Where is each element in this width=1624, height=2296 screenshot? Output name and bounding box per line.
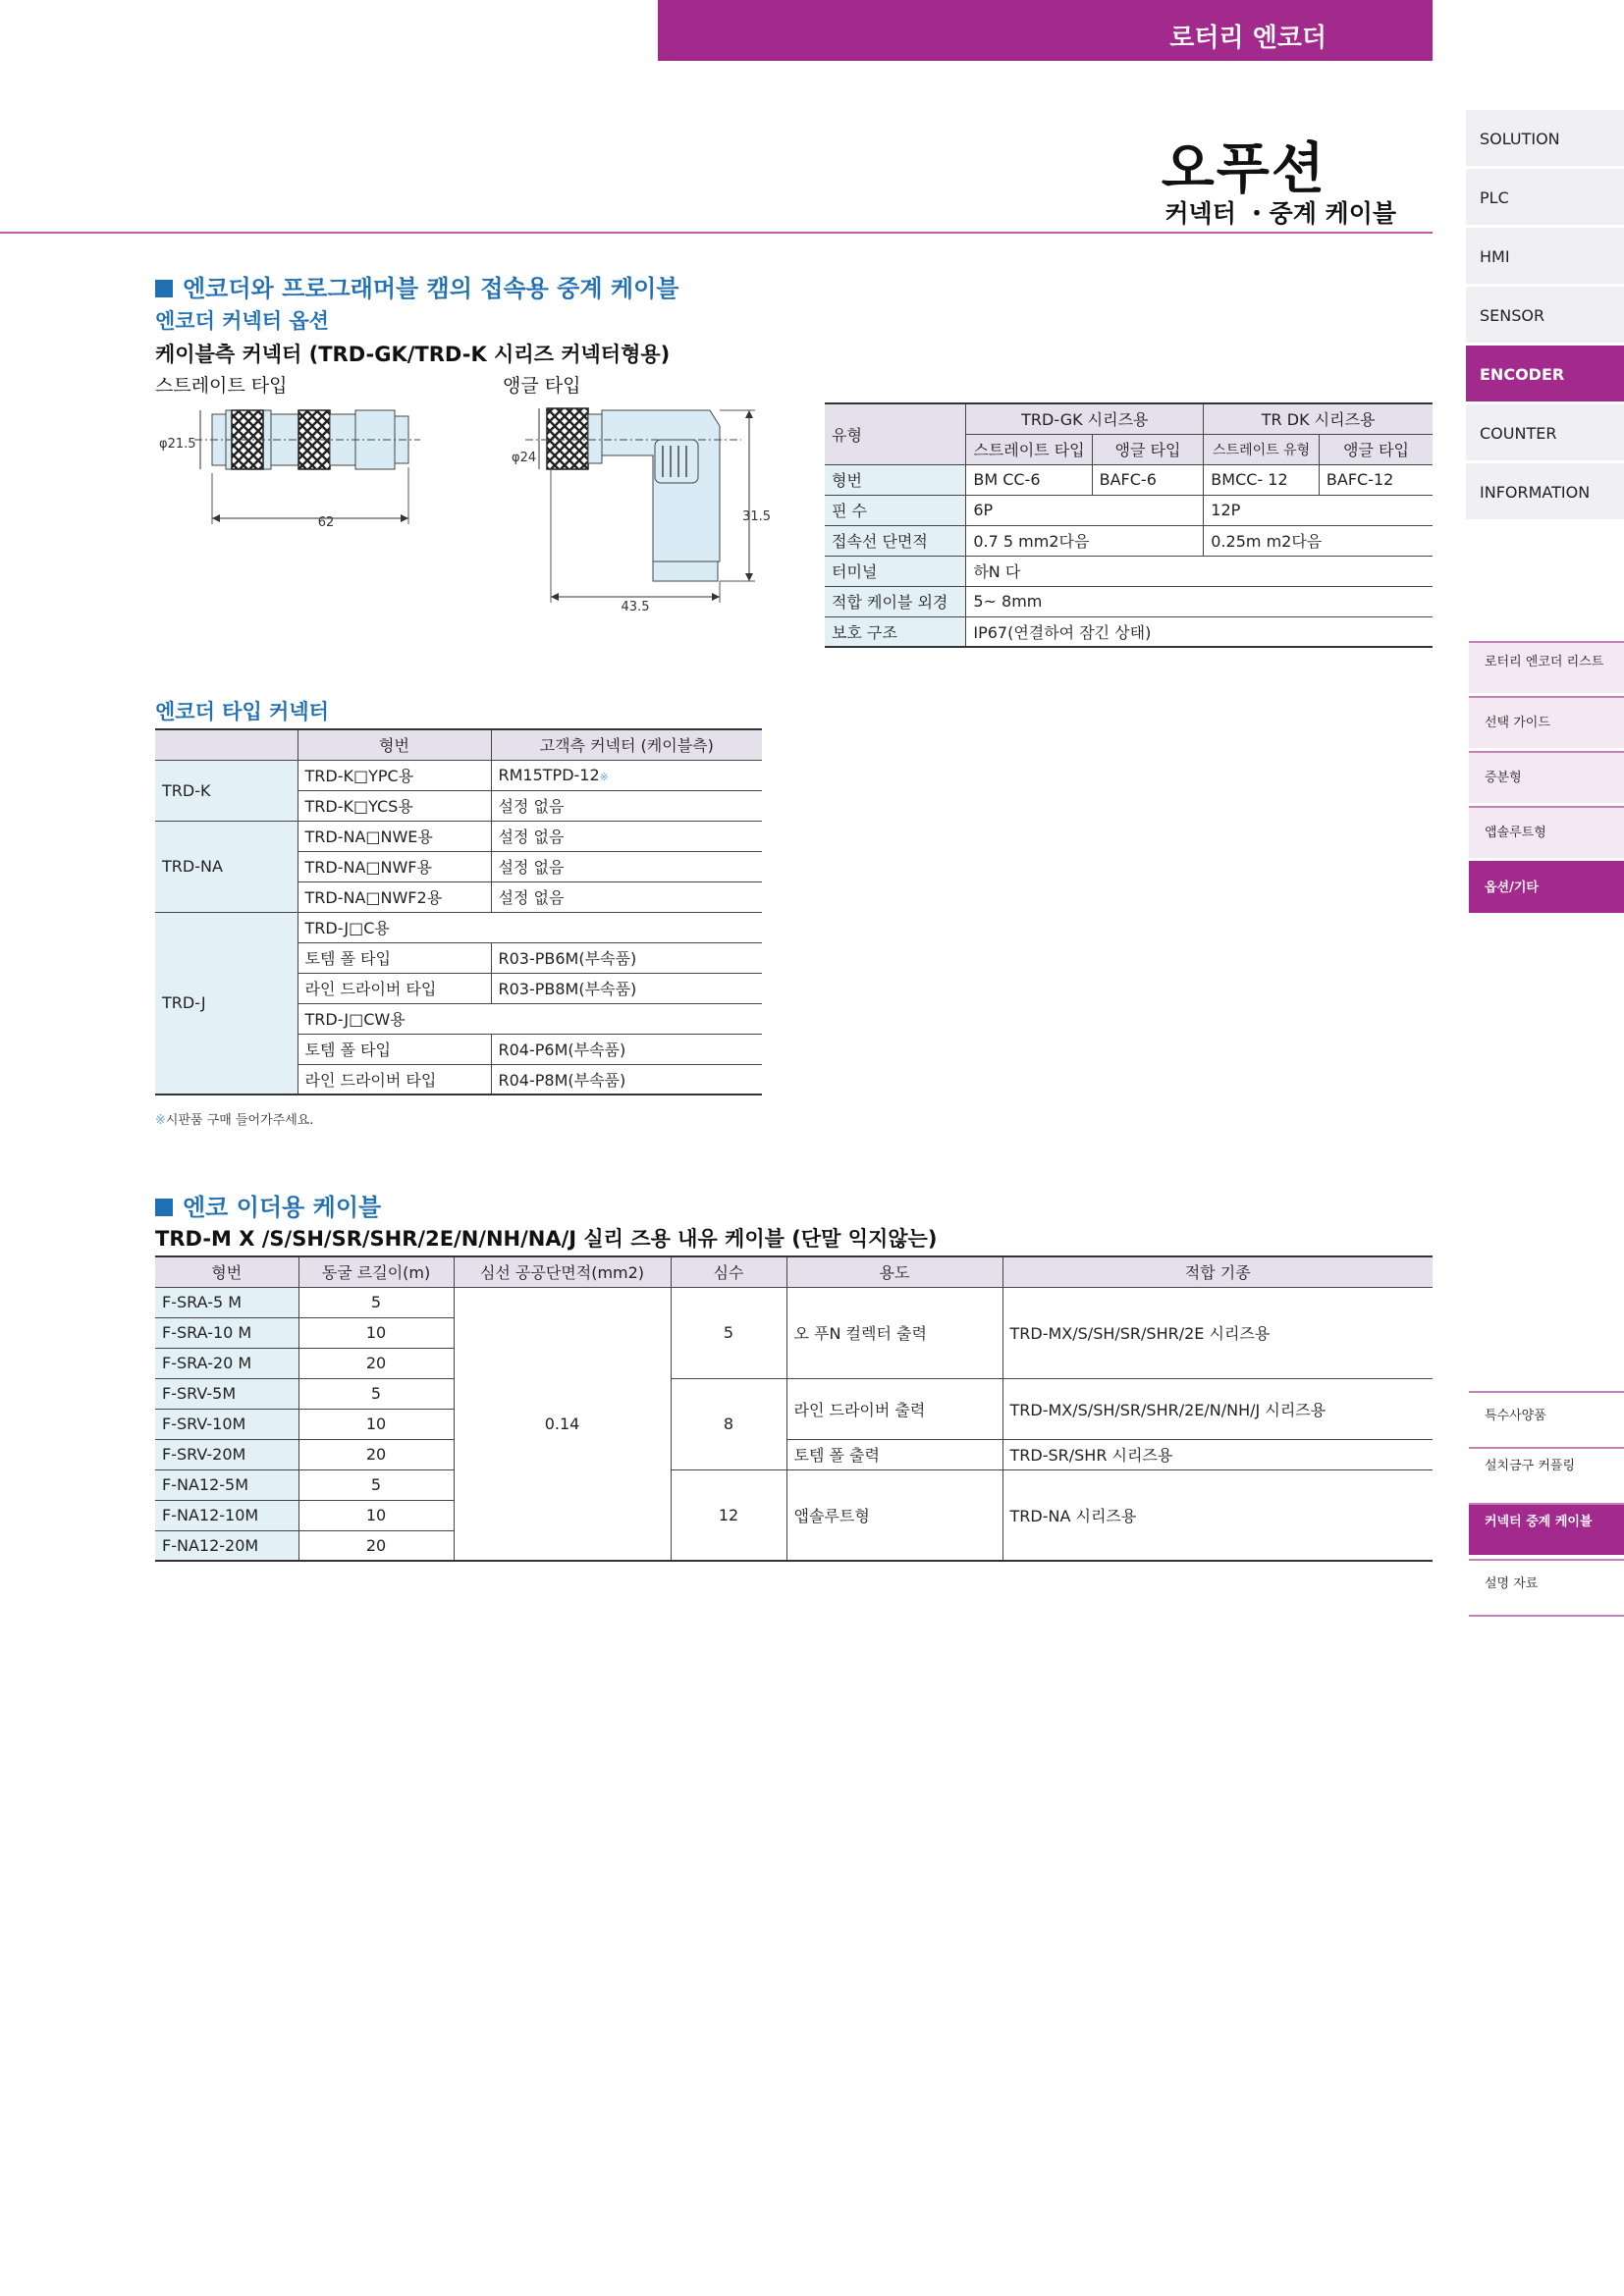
cable-use: 오 푸N 컬렉터 출력: [786, 1287, 1002, 1378]
subnav-item-incremental[interactable]: 증분형: [1469, 751, 1624, 803]
spec-gk-header: TRD-GK 시리즈용: [966, 403, 1204, 434]
spec-cell: 0.7 5 mm2다음: [966, 525, 1204, 556]
cable-model: F-NA12-5M: [155, 1469, 298, 1500]
connector-spec-table: [825, 402, 1433, 648]
straight-connector-drawing: [155, 397, 469, 534]
spec-row-label: 적합 케이블 외경: [825, 586, 966, 616]
cable-length: 5: [298, 1287, 454, 1317]
spec-row-wire-area: [825, 525, 1433, 556]
nav-item-hmi[interactable]: HMI: [1466, 228, 1624, 284]
enc-customer: 설정 없음: [491, 821, 762, 851]
cable-cores: 5: [671, 1287, 786, 1378]
spec-row-label: 접속선 단면적: [825, 525, 966, 556]
section2-heading-text: 엔코 이더용 케이블: [183, 1194, 382, 1221]
straight-diameter-dim: φ21.5: [159, 437, 196, 452]
subnav-item-absolute[interactable]: 앱솔루트형: [1469, 806, 1624, 858]
spec-row-label: 형번: [825, 464, 966, 495]
enc-customer-cell: [491, 760, 762, 790]
cable-model: F-NA12-10M: [155, 1500, 298, 1530]
spec-cell: 6P: [966, 495, 1204, 525]
cable-model: F-SRA-5 M: [155, 1287, 298, 1317]
note-mark: ※: [155, 1113, 166, 1128]
cable-header: 동굴 르길이(m): [298, 1256, 454, 1287]
spec-cell: 5~ 8mm: [966, 586, 1433, 616]
straight-length-dim: 62: [317, 515, 335, 530]
spec-row-protection: [825, 616, 1433, 647]
spec-cell: BAFC-6: [1092, 464, 1204, 495]
enc-customer: RM15TPD-12: [498, 766, 600, 784]
cable-use: 앱솔루트형: [786, 1469, 1002, 1561]
enc-customer: 설정 없음: [491, 790, 762, 821]
spec-sub-header: 앵글 타입: [1092, 434, 1204, 464]
spec-row-cable-od: [825, 586, 1433, 616]
spec-row-label: 보호 구조: [825, 616, 966, 647]
angle-diameter-dim: φ24: [512, 451, 537, 465]
section1-heading-text: 엔코더와 프로그래머블 캠의 접속용 중계 케이블: [183, 275, 679, 302]
spec-row-pins: [825, 495, 1433, 525]
cable-model: F-SRV-20M: [155, 1439, 298, 1469]
nav-item-encoder[interactable]: ENCODER: [1466, 346, 1624, 401]
square-bullet-icon: [155, 280, 173, 297]
enc-model: 토템 폴 타입: [298, 1034, 491, 1064]
cable-length: 20: [298, 1439, 454, 1469]
enc-header-blank: [155, 729, 298, 760]
spec-cell: 0.25m m2다음: [1204, 525, 1433, 556]
spec-row-model: [825, 464, 1433, 495]
spec-cell: 하N 다: [966, 556, 1433, 586]
subnav-item-options[interactable]: 옵션/기타: [1469, 861, 1624, 913]
nav-item-sensor[interactable]: SENSOR: [1466, 287, 1624, 343]
cable-fit: TRD-MX/S/SH/SR/SHR/2E 시리즈용: [1002, 1287, 1433, 1378]
cable-header: 용도: [786, 1256, 1002, 1287]
table-row: [155, 1287, 1433, 1317]
subnav2-item-mounting[interactable]: 설치금구 커플링: [1469, 1447, 1624, 1499]
cable-cores: 12: [671, 1469, 786, 1561]
spec-row-label: 터미널: [825, 556, 966, 586]
enc-group-label: TRD-NA: [155, 821, 298, 912]
cable-header: 형번: [155, 1256, 298, 1287]
cable-fit: TRD-NA 시리즈용: [1002, 1469, 1433, 1561]
enc-model: TRD-NA□NWE용: [298, 821, 491, 851]
subnav-item-guide[interactable]: 선택 가이드: [1469, 696, 1624, 748]
spec-row-terminal: [825, 556, 1433, 586]
angle-width-dim: 43.5: [621, 600, 650, 613]
subnav-item-list[interactable]: 로터리 엔코더 리스트: [1469, 641, 1624, 693]
section1-heading: [155, 269, 678, 303]
spec-sub-header: 스트레이트 유형: [1204, 434, 1320, 464]
table-row: [155, 1439, 1433, 1469]
angle-type-label: 앵글 타입: [503, 375, 581, 397]
enc-header-customer: 고객측 커넥터 (케이블측): [491, 729, 762, 760]
enc-header-model: 형번: [298, 729, 491, 760]
spec-dk-header: TR DK 시리즈용: [1204, 403, 1433, 434]
connector-heading: 케이블측 커넥터 (TRD-GK/TRD-K 시리즈 커넥터형용): [155, 343, 671, 366]
angle-height-dim: 31.5: [742, 509, 771, 524]
enc-model: TRD-NA□NWF2용: [298, 881, 491, 912]
cable-header: 심수: [671, 1256, 786, 1287]
subnav2-item-manual[interactable]: 설명 자료: [1469, 1559, 1624, 1611]
enc-model: TRD-J□C용: [298, 912, 762, 942]
options-subnav: [1469, 1391, 1624, 1617]
cable-model: F-SRV-5M: [155, 1378, 298, 1409]
sub-nav: [1469, 641, 1624, 916]
enc-customer: R03-PB8M(부속품): [491, 973, 762, 1003]
header-divider: [0, 232, 1433, 234]
spec-sub-header: 스트레이트 타입: [966, 434, 1092, 464]
enc-customer: 설정 없음: [491, 851, 762, 881]
nav-item-counter[interactable]: COUNTER: [1466, 404, 1624, 460]
table-row: [155, 821, 762, 851]
nav-item-solution[interactable]: SOLUTION: [1466, 110, 1624, 166]
enc-customer: R04-P8M(부속품): [491, 1064, 762, 1095]
cable-use: 토템 폴 출력: [786, 1439, 1002, 1469]
cable-length: 10: [298, 1500, 454, 1530]
enc-group-label: TRD-K: [155, 760, 298, 821]
nav-item-information[interactable]: INFORMATION: [1466, 463, 1624, 519]
spec-cell: 12P: [1204, 495, 1433, 525]
spec-cell: BM CC-6: [966, 464, 1092, 495]
cable-area: 0.14: [454, 1287, 671, 1561]
cable-length: 20: [298, 1348, 454, 1378]
cable-model: F-SRV-10M: [155, 1409, 298, 1439]
cable-header: 심선 공공단면적(mm2): [454, 1256, 671, 1287]
enc-customer: R04-P6M(부속품): [491, 1034, 762, 1064]
cable-use: 라인 드라이버 출력: [786, 1378, 1002, 1439]
cable-model: F-SRA-10 M: [155, 1317, 298, 1348]
square-bullet-icon: [155, 1199, 173, 1216]
cable-length: 5: [298, 1469, 454, 1500]
footnote: [155, 1109, 313, 1128]
note-mark: ※: [599, 771, 609, 783]
angle-connector-drawing: [506, 397, 781, 613]
cable-model: F-SRA-20 M: [155, 1348, 298, 1378]
spec-cell: IP67(연결하여 잠긴 상태): [966, 616, 1433, 647]
encoder-connector-heading: 엔코더 타입 커넥터: [155, 700, 329, 723]
enc-customer: R03-PB6M(부속품): [491, 942, 762, 973]
section2-subheading: TRD-M X /S/SH/SR/SHR/2E/N/NH/NA/J 실리 즈용 내유 케이블 (단말 익지않는): [155, 1227, 938, 1251]
cable-length: 10: [298, 1409, 454, 1439]
enc-model: TRD-K□YCS용: [298, 790, 491, 821]
enc-model: 라인 드라이버 타입: [298, 973, 491, 1003]
spec-row-label: 핀 수: [825, 495, 966, 525]
sidebar-nav: [1466, 110, 1624, 522]
page-subtitle: 커넥터 ・중계 케이블: [1164, 199, 1396, 228]
section1-subheading: 엔코더 커넥터 옵션: [155, 309, 329, 333]
section2-heading: [155, 1188, 381, 1222]
cable-length: 5: [298, 1378, 454, 1409]
cable-model: F-NA12-20M: [155, 1530, 298, 1561]
encoder-connector-table: [155, 728, 762, 1095]
enc-model: 라인 드라이버 타입: [298, 1064, 491, 1095]
enc-model: TRD-J□CW용: [298, 1003, 762, 1034]
table-row: [155, 1469, 1433, 1500]
table-row: [155, 912, 762, 942]
enc-model: 토템 폴 타입: [298, 942, 491, 973]
cable-length: 10: [298, 1317, 454, 1348]
cable-fit: TRD-SR/SHR 시리즈용: [1002, 1439, 1433, 1469]
table-row: [155, 1378, 1433, 1409]
cable-fit: TRD-MX/S/SH/SR/SHR/2E/N/NH/J 시리즈용: [1002, 1378, 1433, 1439]
nav-item-plc[interactable]: PLC: [1466, 169, 1624, 225]
table-row: [155, 760, 762, 790]
straight-type-label: 스트레이트 타입: [155, 375, 288, 397]
subnav2-item-connector[interactable]: 커넥터 중계 케이블: [1469, 1503, 1624, 1555]
enc-group-label: TRD-J: [155, 912, 298, 1095]
enc-model: TRD-K□YPC용: [298, 760, 491, 790]
spec-cell: BAFC-12: [1319, 464, 1433, 495]
category-banner: 로터리 엔코더: [658, 0, 1433, 61]
page-title: 오푸션: [1161, 137, 1326, 201]
cable-table: [155, 1255, 1433, 1562]
cable-length: 20: [298, 1530, 454, 1561]
subnav2-item-special[interactable]: 특수사양품: [1469, 1391, 1624, 1443]
footnote-text: 시판품 구매 들어가주세요.: [165, 1113, 314, 1128]
spec-sub-header: 앵글 타입: [1319, 434, 1433, 464]
subnav2-divider: [1469, 1615, 1624, 1617]
cable-header: 적합 기종: [1002, 1256, 1433, 1287]
cable-cores: 8: [671, 1378, 786, 1469]
spec-cell: BMCC- 12: [1204, 464, 1320, 495]
spec-type-header: 유형: [825, 403, 966, 464]
enc-model: TRD-NA□NWF용: [298, 851, 491, 881]
enc-customer: 설정 없음: [491, 881, 762, 912]
